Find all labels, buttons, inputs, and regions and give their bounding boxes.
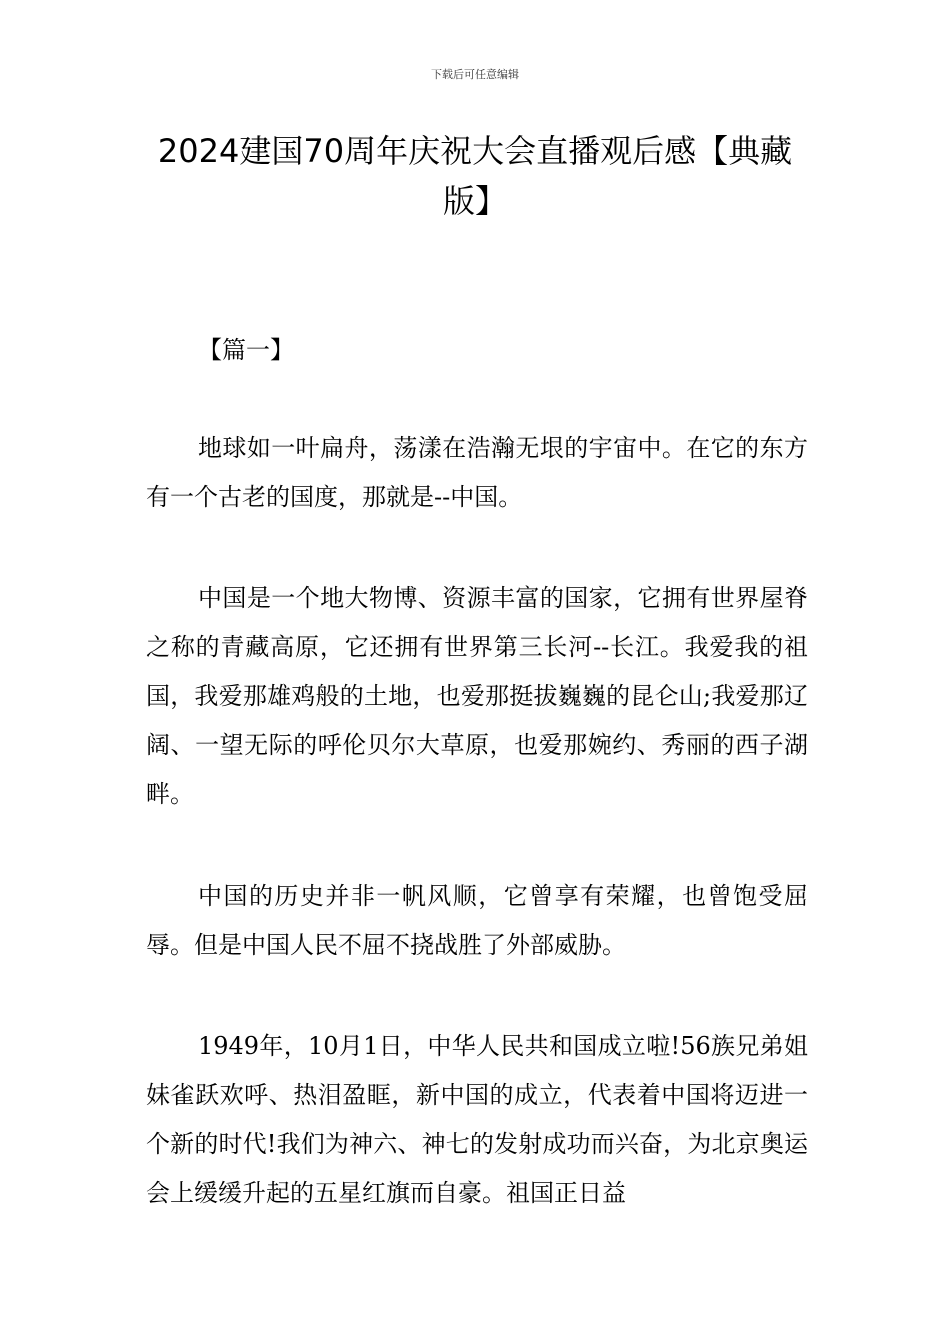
paragraph-4: 1949年，10月1日，中华人民共和国成立啦!56族兄弟姐妹雀跃欢呼、热泪盈眶，新中国的成立，代表着中国将迈进一个新的时代!我们为神六、神七的发射成功而兴奋，为北京奥运会上缓缓升起的五星红旗而自豪。祖国正日益: [146, 1032, 808, 1207]
section-label: 【篇一】: [198, 336, 294, 364]
header-note: 下载后可任意编辑: [431, 68, 519, 81]
document-title: 2024建国70周年庆祝大会直播观后感【典藏版】: [157, 132, 793, 220]
paragraph-1: 地球如一叶扁舟，荡漾在浩瀚无垠的宇宙中。在它的东方有一个古老的国度，那就是--中国。: [146, 434, 808, 511]
paragraph-2: 中国是一个地大物博、资源丰富的国家，它拥有世界屋脊之称的青藏高原，它还拥有世界第三长河--长江。我爱我的祖国，我爱那雄鸡般的土地，也爱那挺拔巍巍的昆仑山;我爱那辽阔、一望无际的呼伦贝尔大草原，也爱那婉约、秀丽的西子湖畔。: [146, 584, 808, 808]
paragraph-3: 中国的历史并非一帆风顺，它曾享有荣耀，也曾饱受屈辱。但是中国人民不屈不挠战胜了外部威胁。: [146, 882, 808, 959]
